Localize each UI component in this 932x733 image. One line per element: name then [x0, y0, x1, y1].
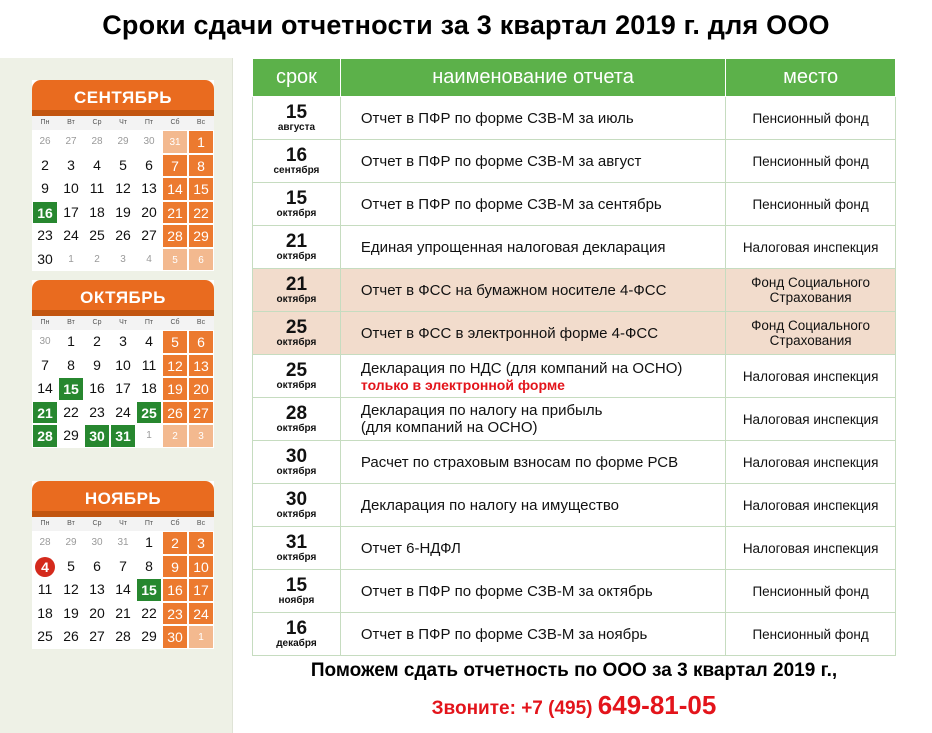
calendar-days	[32, 130, 214, 271]
deadline-cell	[253, 140, 341, 183]
calendar-day-other-month: 28	[39, 537, 51, 548]
deadline-cell	[253, 398, 341, 441]
calendar-day-weekend: 28	[162, 224, 188, 248]
place-name: Пенсионный фонд	[752, 110, 869, 126]
calendar-day-weekend: 9	[162, 555, 188, 579]
place-name: Налоговая инспекция	[742, 239, 879, 255]
calendar-weekdays	[32, 316, 214, 330]
calendar-day: 2	[93, 333, 101, 349]
table-row	[253, 312, 896, 355]
place-name: Пенсионный фонд	[752, 153, 869, 169]
deadline-month: октября	[276, 336, 317, 348]
report-cell	[340, 226, 725, 269]
table-row	[253, 183, 896, 226]
report-cell	[340, 97, 725, 140]
calendar-day: 18	[141, 380, 157, 396]
calendar-day: 30	[37, 250, 53, 267]
deadline-day: 21	[285, 273, 308, 295]
deadline-day: 31	[285, 531, 308, 553]
deadlines-table	[252, 58, 896, 656]
call-prefix: Звоните: +7 (495)	[431, 698, 598, 719]
calendar-weekdays	[32, 517, 214, 531]
calendar-day: 4	[93, 156, 101, 173]
place-name: Пенсионный фонд	[752, 196, 869, 212]
calendar-day: 23	[89, 403, 105, 420]
weekday-label: Пт	[144, 119, 154, 126]
calendar-day: 20	[89, 604, 105, 621]
calendar-day: 19	[63, 604, 79, 621]
calendar-day-weekend: 23	[162, 602, 188, 626]
footer-offer: Поможем сдать отчетность по ООО за 3 квартал 2019 г.,	[310, 660, 838, 681]
calendar-day: 1	[145, 534, 153, 550]
report-name: Отчет в ПФР по форме СЗВ-М за сентябрь	[360, 195, 662, 213]
place-name: Налоговая инспекция	[742, 411, 879, 427]
calendar-day-other-month: 1	[188, 625, 214, 649]
deadline-month: октября	[276, 250, 317, 262]
calendar-day-other-month: 31	[117, 537, 129, 548]
calendar-day-deadline: 15	[136, 578, 162, 602]
place-cell	[726, 97, 896, 140]
deadline-month: ноября	[278, 594, 315, 606]
deadline-month: октября	[276, 207, 317, 219]
weekday-label: Чт	[119, 520, 127, 527]
calendar-day-weekend: 24	[188, 602, 214, 626]
phone-number[interactable]: 649-81-05	[597, 690, 717, 720]
report-cell	[340, 484, 725, 527]
place-cell	[726, 183, 896, 226]
weekday-label: Ср	[92, 319, 102, 326]
calendar-september	[32, 80, 214, 271]
report-name-cont: (для компаний на ОСНО)	[360, 419, 538, 436]
calendar-day: 12	[63, 581, 79, 597]
calendar-month-title: ОКТЯБРЬ	[32, 280, 214, 316]
calendar-day-weekend: 15	[188, 177, 214, 201]
calendar-day: 29	[141, 628, 157, 644]
calendar-day-other-month: 27	[65, 136, 77, 147]
calendar-day: 24	[115, 403, 131, 420]
place-name: Налоговая инспекция	[742, 497, 879, 513]
calendar-day: 23	[37, 227, 53, 243]
table-row	[253, 570, 896, 613]
deadline-day: 30	[285, 445, 308, 467]
header-place: место	[726, 59, 896, 97]
weekday-label: Чт	[119, 119, 127, 126]
weekday-label: Вс	[196, 119, 206, 126]
deadline-month: октября	[276, 422, 317, 434]
calendar-day: 19	[115, 203, 131, 220]
holiday-marker: 4	[35, 557, 55, 577]
calendar-day: 25	[37, 628, 53, 644]
deadline-day: 16	[285, 144, 308, 166]
weekday-label: Чт	[119, 319, 127, 326]
deadline-day: 25	[285, 316, 308, 338]
deadline-day: 15	[285, 101, 308, 123]
deadline-day: 30	[285, 488, 308, 510]
weekday-label: Пн	[40, 319, 50, 326]
calendar-day-weekend: 6	[188, 330, 214, 354]
calendar-day: 21	[115, 604, 131, 621]
calendar-day: 3	[67, 156, 75, 173]
calendar-day-weekend: 26	[162, 401, 188, 425]
calendar-day-deadline: 25	[136, 401, 162, 425]
deadline-cell	[253, 484, 341, 527]
calendar-day: 14	[115, 581, 131, 597]
place-cell	[726, 484, 896, 527]
calendar-day-other-month: 29	[117, 136, 129, 147]
calendar-day: 14	[37, 380, 53, 396]
table-row	[253, 226, 896, 269]
calendar-day: 11	[89, 180, 105, 196]
report-name: Отчет в ФСС в электронной форме 4-ФСС	[360, 324, 659, 342]
calendar-day: 9	[93, 356, 101, 373]
deadline-cell	[253, 355, 341, 398]
table-body	[253, 97, 896, 656]
calendar-day: 5	[67, 557, 75, 574]
footer-call	[252, 690, 896, 721]
calendar-day-other-month: 2	[162, 424, 188, 448]
place-cell	[726, 140, 896, 183]
calendar-day-other-month: 3	[120, 253, 126, 265]
calendar-day: 1	[67, 333, 75, 349]
calendar-day-weekend: 27	[188, 401, 214, 425]
table-row	[253, 484, 896, 527]
calendar-day-other-month: 6	[188, 248, 214, 272]
calendar-day: 18	[37, 604, 53, 621]
calendar-weekdays	[32, 116, 214, 130]
calendar-day-other-month: 5	[162, 248, 188, 272]
calendar-day-weekend: 8	[188, 154, 214, 178]
calendar-day-other-month: 1	[146, 430, 152, 441]
place-name: Пенсионный фонд	[752, 583, 869, 599]
place-cell	[726, 226, 896, 269]
report-cell	[340, 140, 725, 183]
calendar-day: 22	[63, 403, 79, 420]
calendar-day-other-month: 29	[65, 537, 77, 548]
page-title: Сроки сдачи отчетности за 3 квартал 2019 г. для ООО	[102, 10, 830, 40]
calendar-day-weekend: 20	[188, 377, 214, 401]
calendar-month-title: НОЯБРЬ	[32, 481, 214, 517]
deadline-day: 16	[285, 617, 308, 639]
report-cell	[340, 570, 725, 613]
calendar-days	[32, 531, 214, 649]
deadline-month: сентября	[273, 164, 320, 176]
calendar-days	[32, 330, 214, 448]
deadline-month: августа	[277, 121, 316, 133]
deadline-month: октября	[276, 379, 317, 391]
deadline-cell	[253, 183, 341, 226]
calendar-day-other-month: 30	[39, 336, 51, 347]
deadline-day: 15	[285, 187, 308, 209]
deadline-cell	[253, 97, 341, 140]
deadline-day: 21	[285, 230, 308, 252]
calendar-day-deadline: 15	[58, 377, 84, 401]
calendar-day-other-month: 4	[146, 253, 152, 265]
report-name: Расчет по страховым взносам по форме РСВ	[360, 453, 679, 471]
place-name: Налоговая инспекция	[742, 454, 879, 470]
report-name: Отчет в ПФР по форме СЗВ-М за август	[360, 152, 642, 170]
calendar-day: 2	[41, 156, 49, 173]
report-name: Единая упрощенная налоговая декларация	[360, 238, 666, 256]
calendar-day-deadline: 16	[32, 201, 58, 225]
weekday-label: Вт	[67, 119, 75, 126]
calendar-panel	[0, 58, 233, 733]
calendar-day-weekend: 14	[162, 177, 188, 201]
calendar-day: 8	[145, 557, 153, 574]
table-row	[253, 355, 896, 398]
calendar-day-deadline: 28	[32, 424, 58, 448]
calendar-day-deadline: 30	[84, 424, 110, 448]
calendar-day: 12	[115, 180, 131, 196]
weekday-label: Вс	[196, 520, 206, 527]
deadline-day: 28	[285, 402, 308, 424]
report-name: Отчет в ФСС на бумажном носителе 4-ФСС	[360, 281, 667, 299]
place-name: Фонд Социального Страхования	[751, 275, 871, 305]
calendar-day: 13	[89, 581, 105, 597]
calendar-day-other-month: 31	[162, 130, 188, 154]
calendar-day-other-month: 1	[68, 253, 74, 265]
report-name: Отчет в ПФР по форме СЗВ-М за октябрь	[360, 582, 653, 600]
calendar-day-weekend: 10	[188, 555, 214, 579]
calendar-day: 18	[89, 203, 105, 220]
report-note: только в электронной форме	[360, 376, 565, 393]
calendar-day: 17	[115, 380, 131, 396]
calendar-day-weekend: 1	[188, 130, 214, 154]
report-name: Отчет в ПФР по форме СЗВ-М за ноябрь	[360, 625, 648, 643]
calendar-day-other-month: 30	[143, 136, 155, 147]
table-row	[253, 140, 896, 183]
weekday-label: Вт	[67, 520, 75, 527]
weekday-label: Пт	[144, 319, 154, 326]
table-row	[253, 269, 896, 312]
report-name: Декларация по НДС (для компаний на ОСНО)	[360, 359, 683, 377]
weekday-label: Сб	[170, 319, 180, 326]
place-cell	[726, 398, 896, 441]
calendar-day-weekend: 5	[162, 330, 188, 354]
weekday-label: Сб	[170, 119, 180, 126]
calendar-day: 8	[67, 356, 75, 373]
calendar-october	[32, 280, 214, 448]
calendar-day: 27	[89, 628, 105, 644]
calendar-day-other-month: 26	[39, 136, 51, 147]
calendar-day: 25	[89, 227, 105, 243]
report-cell	[340, 312, 725, 355]
header-report-name: наименование отчета	[340, 59, 725, 97]
report-name: Декларация по налогу на прибыль	[360, 402, 603, 419]
deadline-month: октября	[276, 508, 317, 520]
deadline-cell	[253, 269, 341, 312]
weekday-label: Пн	[40, 520, 50, 527]
calendar-day-weekend: 2	[162, 531, 188, 555]
calendar-day-weekend: 21	[162, 201, 188, 225]
place-cell	[726, 355, 896, 398]
calendar-day-weekend: 22	[188, 201, 214, 225]
calendar-day: 29	[63, 427, 79, 443]
deadline-day: 25	[285, 359, 308, 381]
deadline-cell	[253, 527, 341, 570]
calendar-day: 9	[41, 180, 49, 196]
calendar-day: 10	[63, 180, 79, 196]
calendar-day: 7	[119, 557, 127, 574]
header-deadline: срок	[253, 59, 341, 97]
calendar-day: 5	[119, 156, 127, 173]
place-name: Налоговая инспекция	[742, 540, 879, 556]
deadline-month: октября	[276, 465, 317, 477]
calendar-month-title: СЕНТЯБРЬ	[32, 80, 214, 116]
place-cell	[726, 269, 896, 312]
calendar-november	[32, 481, 214, 649]
deadline-cell	[253, 613, 341, 656]
weekday-label: Вт	[67, 319, 75, 326]
calendar-day: 16	[89, 380, 105, 396]
place-cell	[726, 527, 896, 570]
calendar-day-deadline: 21	[32, 401, 58, 425]
weekday-label: Пн	[40, 119, 50, 126]
report-cell	[340, 269, 725, 312]
calendar-day-holiday	[32, 555, 58, 579]
deadline-cell	[253, 226, 341, 269]
calendar-day-other-month: 30	[91, 537, 103, 548]
calendar-day: 13	[141, 180, 157, 196]
report-cell	[340, 527, 725, 570]
place-cell	[726, 441, 896, 484]
calendar-day-weekend: 29	[188, 224, 214, 248]
weekday-label: Вс	[196, 319, 206, 326]
place-name: Налоговая инспекция	[742, 368, 879, 384]
calendar-day-weekend: 13	[188, 354, 214, 378]
calendar-day-weekend: 7	[162, 154, 188, 178]
calendar-day: 4	[145, 333, 153, 349]
weekday-label: Сб	[170, 520, 180, 527]
deadline-month: октября	[276, 293, 317, 305]
calendar-day: 11	[141, 356, 157, 373]
calendar-day: 27	[141, 227, 157, 243]
deadline-cell	[253, 312, 341, 355]
report-cell	[340, 613, 725, 656]
weekday-label: Пт	[144, 520, 154, 527]
calendar-day: 28	[115, 628, 131, 644]
table-row	[253, 613, 896, 656]
calendar-day: 7	[41, 356, 49, 373]
table-row	[253, 441, 896, 484]
calendar-day-weekend: 17	[188, 578, 214, 602]
weekday-label: Ср	[92, 119, 102, 126]
calendar-day: 6	[145, 156, 153, 173]
table-row	[253, 527, 896, 570]
table-row	[253, 97, 896, 140]
calendar-day-other-month: 2	[94, 253, 100, 265]
report-name: Отчет в ПФР по форме СЗВ-М за июль	[360, 109, 634, 127]
calendar-day-other-month: 3	[188, 424, 214, 448]
calendar-day-weekend: 30	[162, 625, 188, 649]
calendar-day-weekend: 19	[162, 377, 188, 401]
calendar-day: 11	[37, 581, 53, 597]
table-row	[253, 398, 896, 441]
calendar-day: 24	[63, 227, 79, 243]
calendar-day: 20	[141, 203, 157, 220]
calendar-day: 26	[115, 227, 131, 243]
calendar-day-deadline: 31	[110, 424, 136, 448]
report-cell	[340, 398, 725, 441]
calendar-day-other-month: 28	[91, 136, 103, 147]
place-cell	[726, 570, 896, 613]
calendar-day: 10	[115, 356, 131, 373]
report-cell	[340, 441, 725, 484]
calendar-day: 17	[63, 203, 79, 220]
calendar-day-weekend: 3	[188, 531, 214, 555]
place-name: Пенсионный фонд	[752, 626, 869, 642]
table-header-row	[253, 59, 896, 97]
place-cell	[726, 312, 896, 355]
deadline-month: октября	[276, 551, 317, 563]
deadline-cell	[253, 570, 341, 613]
deadline-cell	[253, 441, 341, 484]
calendar-day-weekend: 16	[162, 578, 188, 602]
place-name: Фонд Социального Страхования	[751, 318, 871, 348]
report-name: Декларация по налогу на имущество	[360, 496, 620, 514]
calendar-day: 22	[141, 604, 157, 621]
calendar-day-weekend: 12	[162, 354, 188, 378]
report-cell	[340, 355, 725, 398]
calendar-day: 3	[119, 333, 127, 349]
calendar-day: 26	[63, 628, 79, 644]
place-cell	[726, 613, 896, 656]
report-name: Отчет 6-НДФЛ	[360, 539, 461, 557]
report-cell	[340, 183, 725, 226]
calendar-day: 6	[93, 557, 101, 574]
deadline-month: декабря	[276, 637, 317, 649]
deadline-day: 15	[285, 574, 308, 596]
weekday-label: Ср	[92, 520, 102, 527]
